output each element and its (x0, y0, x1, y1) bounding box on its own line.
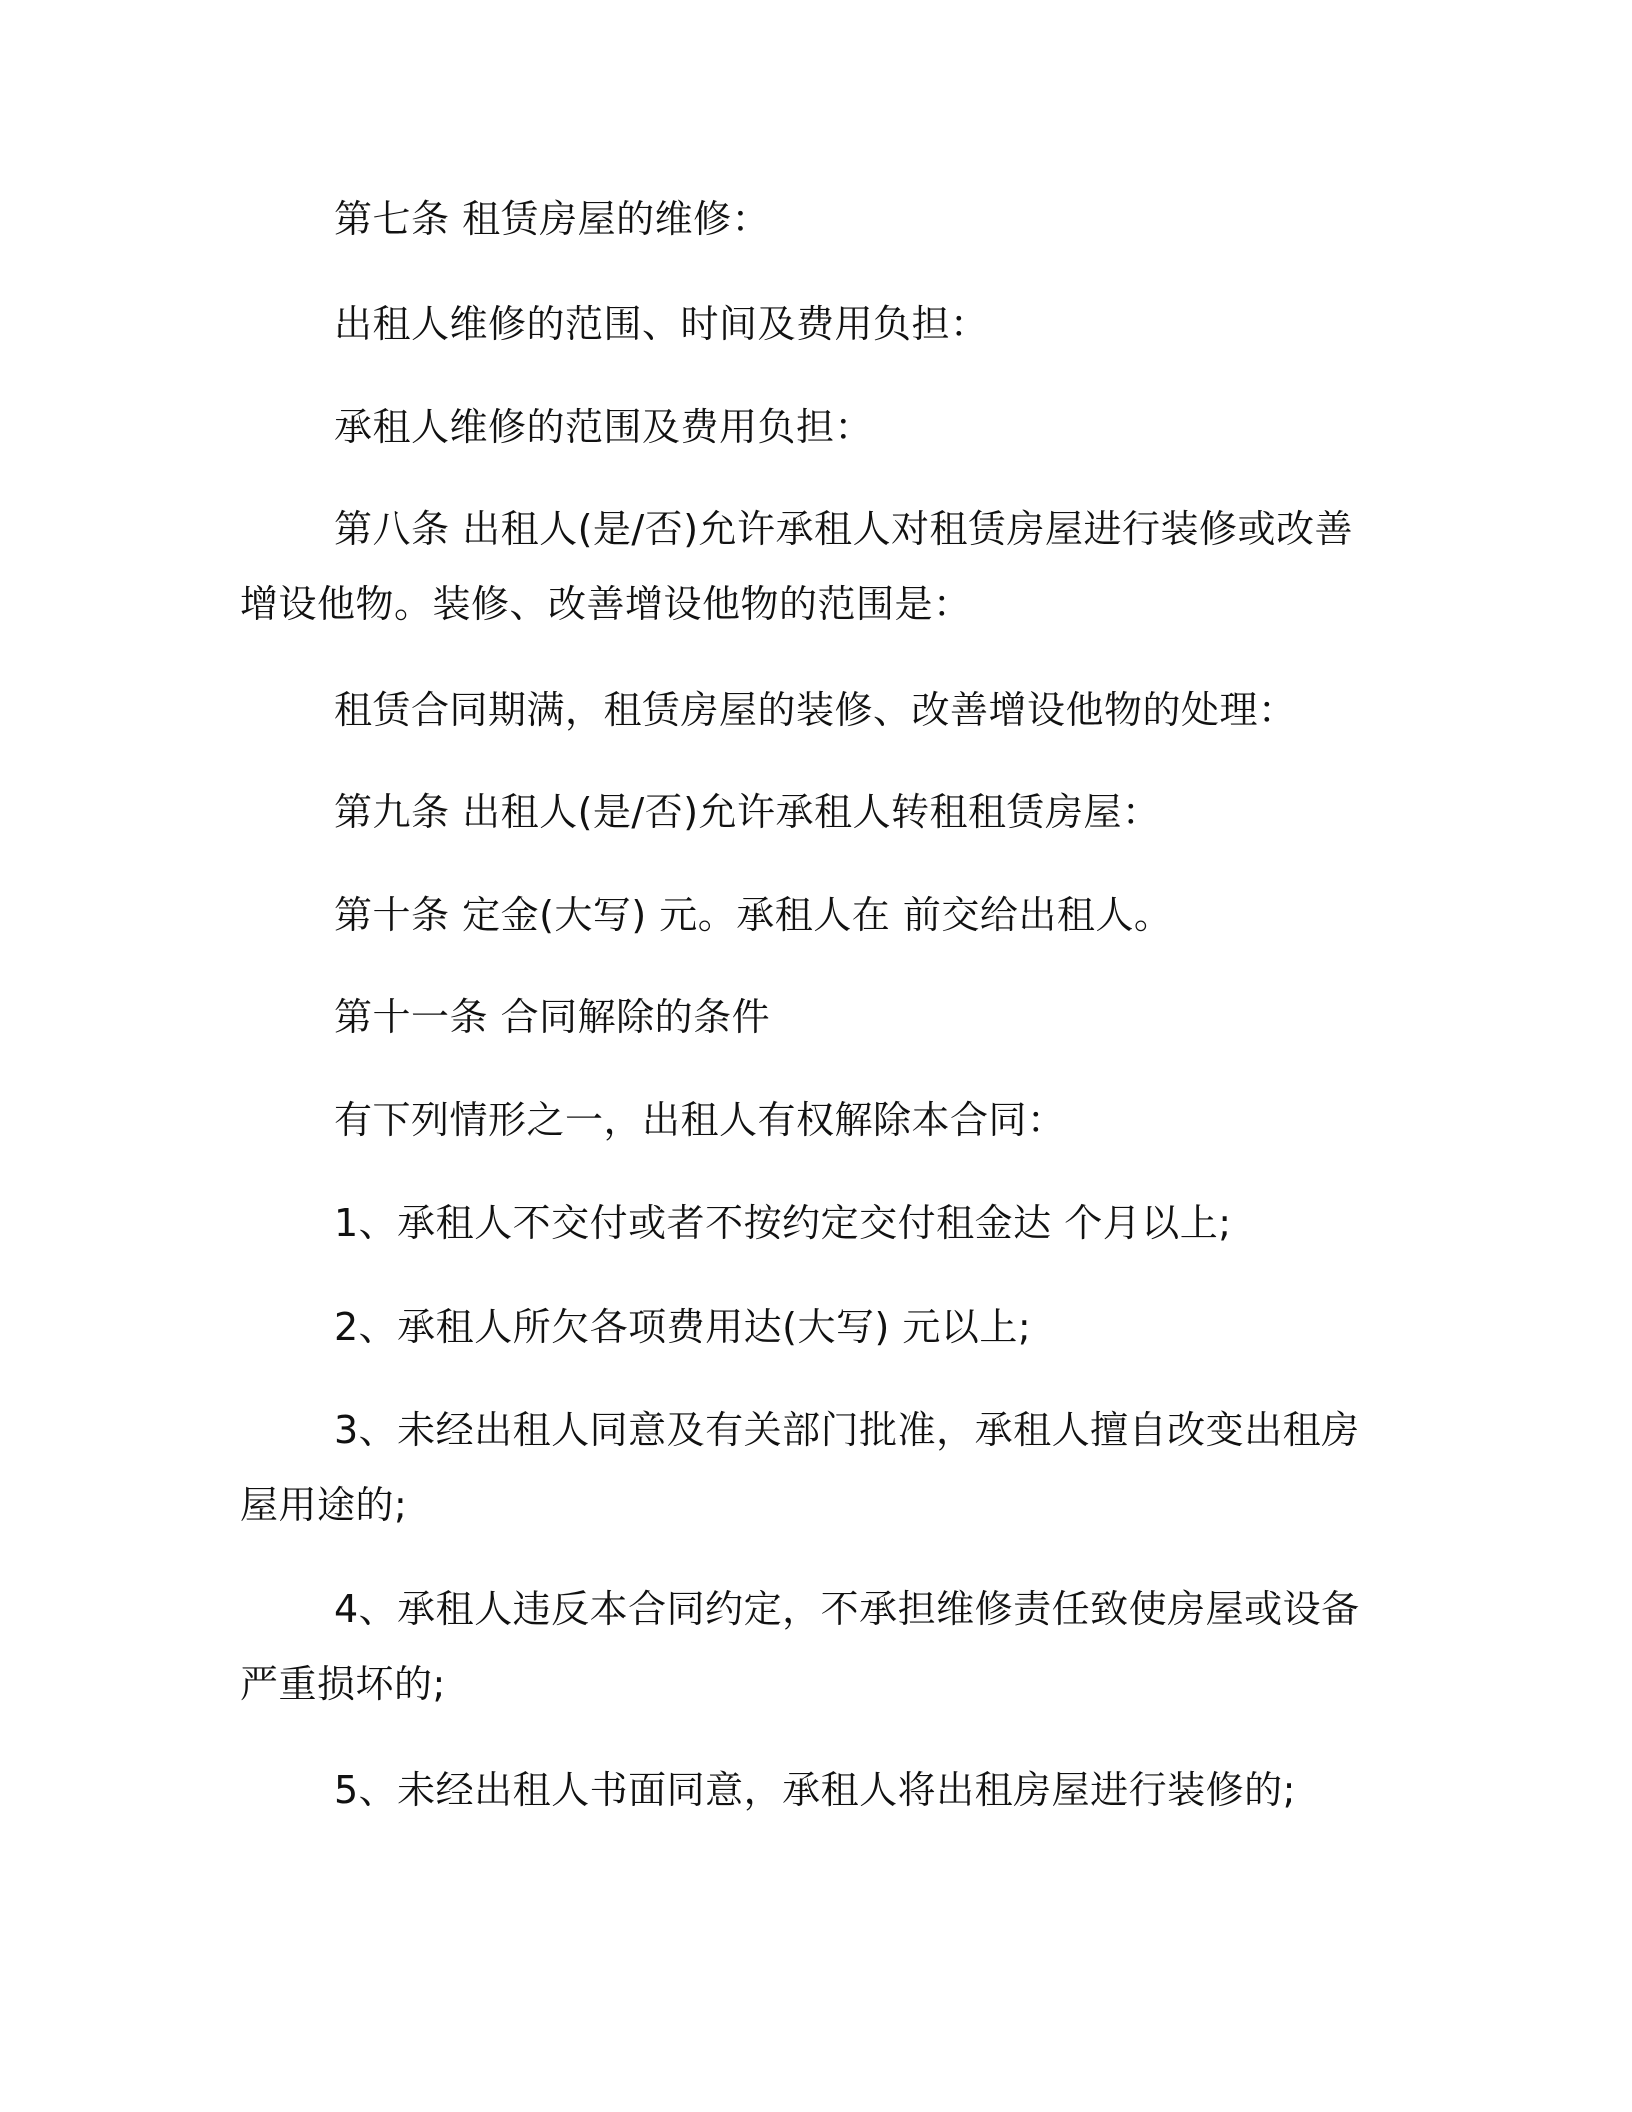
lessee-repair-scope: 承租人维修的范围及费用负担： (334, 405, 874, 449)
clause-10: 第十条 定金(大写) 元。承租人在 前交给出租人。 (334, 893, 1173, 937)
clause-7-title: 第七条 租赁房屋的维修： (334, 197, 771, 241)
termination-item-1: 1、承租人不交付或者不按约定交付租金达 个月以上; (334, 1201, 1232, 1245)
termination-item-3: 3、未经出租人同意及有关部门批准，承租人擅自改变出租房屋用途的; (240, 1408, 1360, 1527)
clause-8: 第八条 出租人(是/否)允许承租人对租赁房屋进行装修或改善增设他物。装修、改善增设他物的范围是： (240, 507, 1354, 626)
termination-item-5: 5、未经出租人书面同意，承租人将出租房屋进行装修的; (334, 1768, 1296, 1812)
clause-9: 第九条 出租人(是/否)允许承租人转租租赁房屋： (334, 790, 1161, 834)
termination-item-4: 4、承租人违反本合同约定，不承担维修责任致使房屋或设备严重损坏的; (240, 1587, 1360, 1706)
lessor-repair-scope: 出租人维修的范围、时间及费用负担： (334, 302, 989, 346)
termination-item-2: 2、承租人所欠各项费用达(大写) 元以上; (334, 1305, 1032, 1349)
termination-intro: 有下列情形之一，出租人有权解除本合同： (334, 1098, 1066, 1142)
lease-expiry-handling: 租赁合同期满，租赁房屋的装修、改善增设他物的处理： (334, 688, 1297, 732)
clause-11-title: 第十一条 合同解除的条件 (334, 995, 771, 1039)
